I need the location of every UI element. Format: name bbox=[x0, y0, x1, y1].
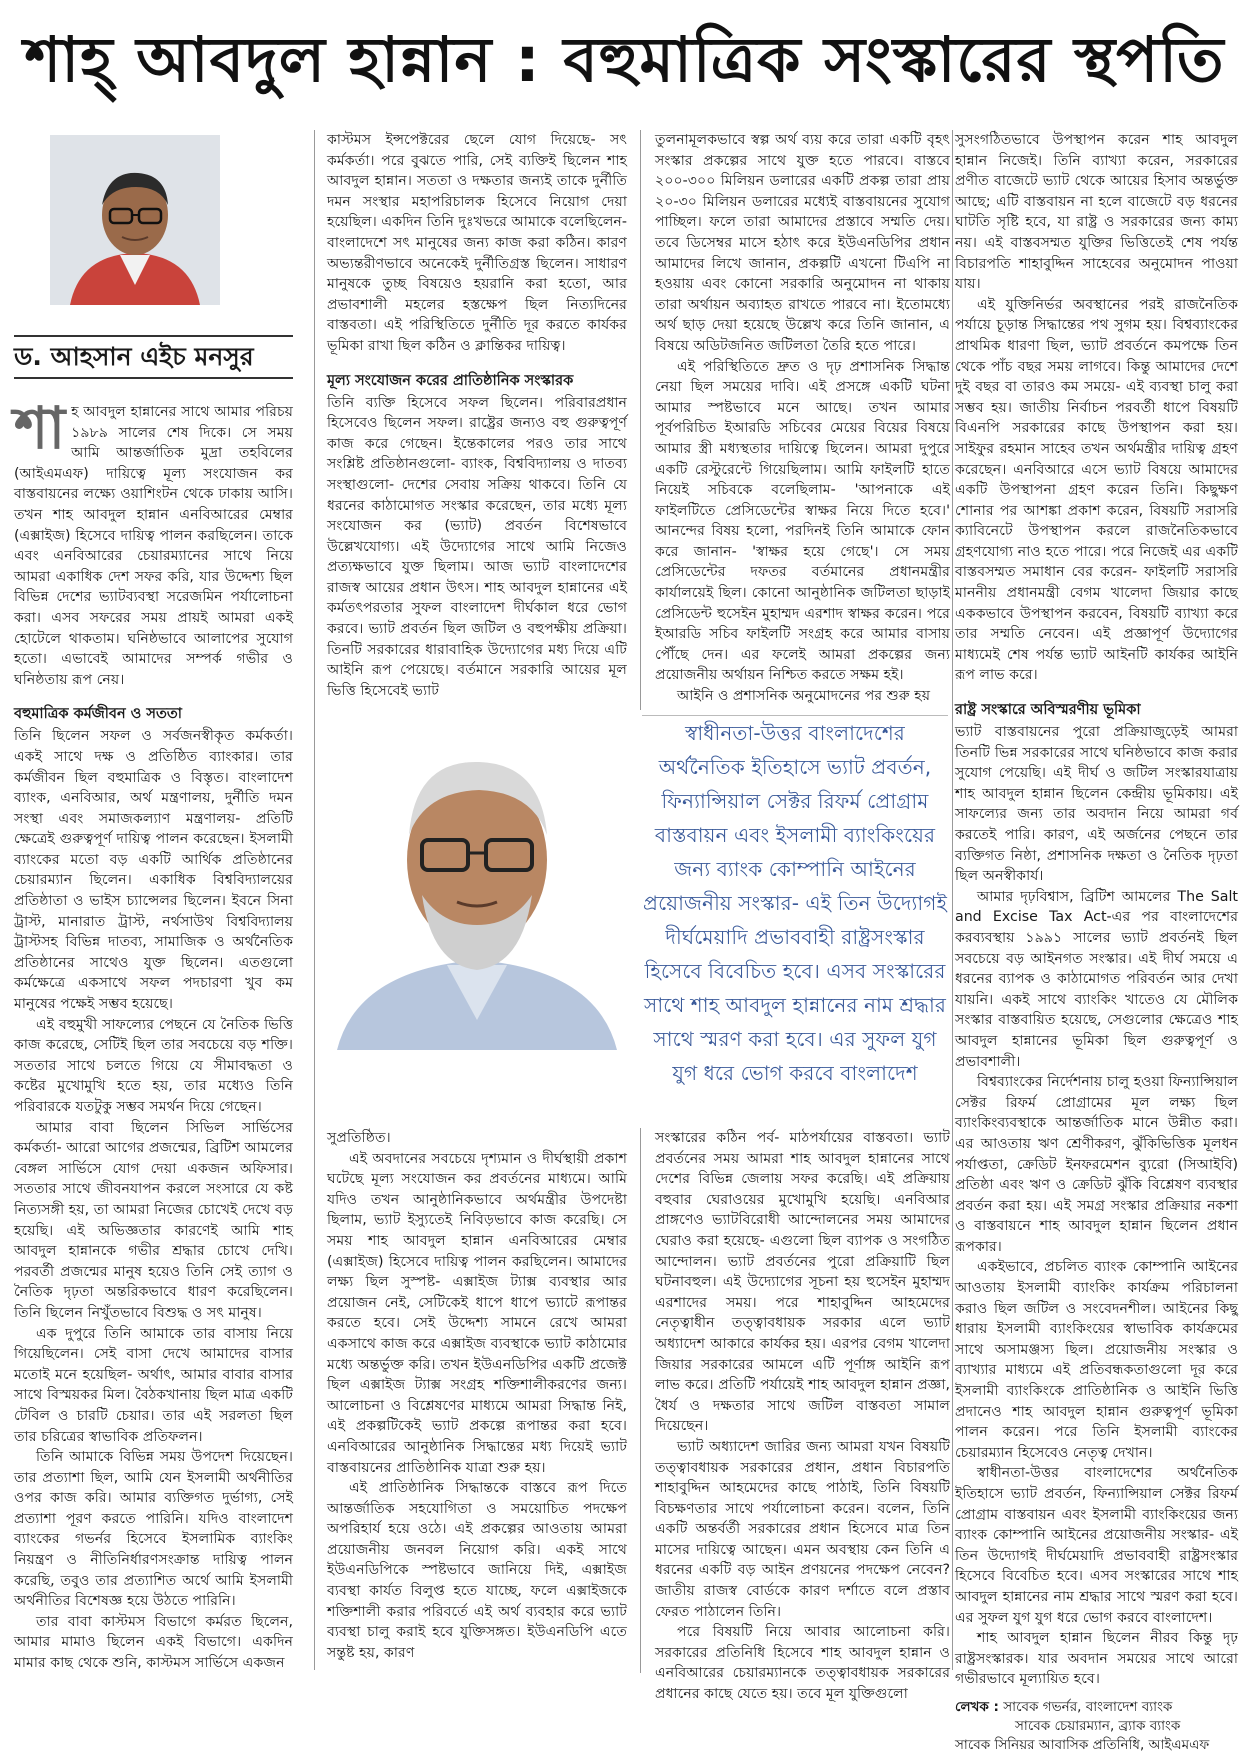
paragraph: কাস্টমস ইন্সপেক্টরের ছেলে যোগ দিয়েছে- সৎ কর্মকর্তা। পরে বুঝতে পারি, সেই ব্যক্তিই ছিলেন শাহ আবদুল হান্নান। সততা ও দক্ষতার জন্যই তাকে দুর্নীতি দমন সংস্থার মহাপরিচালক হিসেবে নিয়োগ দেয়া হয়েছিল। একদিন তিনি দুঃখভরে আমাকে বলেছিলেন- বাংলাদেশে সৎ মানুষের জন্য কাজ করা কঠিন। কারণ অভ্যন্তরীণভাবে অনেকেই দুর্নীতিগ্রস্ত ছিলেন। সাধারণ মানুষকে তুচ্ছ বিষয়েও হয়রানি করা হতো, আর প্রভাবশালী মহলের হস্তক্ষেপ ছিল নিত্যদিনের বাস্তবতা। এই পরিস্থিতিতে দুর্নীতি দূর করতে কার্যকর ভূমিকা রাখা ছিল কঠিন ও ক্লান্তিকর দায়িত্ব। bbox=[327, 132, 627, 354]
paragraph: সংস্কারের কঠিন পর্ব- মাঠপর্যায়ের বাস্তবতা। ভ্যাট প্রবর্তনের সময় আমরা শাহ আবদুল হান্নানের সাথে দেশের বিভিন্ন জেলায় সফর করেছি। এই প্রক্রিয়ায় বহুবার ঘেরাওয়ের মুখোমুখি হয়েছি। এনবিআর প্রাঙ্গণেও ভ্যাটবিরোধী আন্দোলনের সময় আমাদের ঘেরাও করা হয়েছে- এগুলো ছিল ব্যাপক ও সংগঠিত আন্দোলন। ভ্যাট প্রবর্তনের পুরো প্রক্রিয়াটি ছিল ঘটনাবহুল। এই উদ্যোগের সূচনা হয় হুসেইন মুহাম্মদ এরশাদের সময়। পরে শাহাবুদ্দিন আহমেদের নেতৃত্বাধীন তত্ত্বাবধায়ক সরকার এলে ভ্যাট অধ্যাদেশ আকারে কার্যকর হয়। এরপর বেগম খালেদা জিয়ার সরকারের আমলে এটি পূর্ণাঙ্গ আইনি রূপ লাভ করে। প্রতিটি পর্যায়েই শাহ আবদুল হান্নান প্রজ্ঞা, ধৈর্য ও দক্ষতার সাথে জটিল বাস্তবতা সামাল দিয়েছেন। bbox=[655, 1130, 950, 1435]
paragraph: তার বাবা কাস্টমস বিভাগে কর্মরত ছিলেন, আমার মামাও ছিলেন একই বিভাগে। একদিন মামার কাছ থেকে শুনি, কাস্টমস সার্ভিসে একজন bbox=[14, 1613, 293, 1672]
column-divider bbox=[952, 130, 953, 1670]
paragraph: এই পরিস্থিতিতে দ্রুত ও দৃঢ় প্রশাসনিক সিদ্ধান্ত নেয়া ছিল সময়ের দাবি। এই প্রসঙ্গে একটি ঘটনা আমার স্পষ্টভাবে মনে আছে। তখন আমার পূর্বপরিচিত ইআরডি সচিবের মেয়ের বিয়ের বিষয়ে আমার স্ত্রী মধ্যস্থতার দায়িত্বে ছিলেন। আমরা দুপুরে একটি রেস্টুরেন্টে গিয়েছিলাম। আমি ফাইলটি হাতে নিয়েই সচিবকে বলেছিলাম- 'আপনাকে এই ফাইলটিতে প্রেসিডেন্টের স্বাক্ষর নিয়ে দিতে হবে।' আনন্দের বিষয় হলো, পরদিনই তিনি আমাকে ফোন করে জানান- 'স্বাক্ষর হয়ে গেছে'। সে সময় প্রেসিডেন্টের দফতর বর্তমানের প্রধানমন্ত্রীর কার্যালয়েই ছিল। কোনো আনুষ্ঠানিক জটিলতা ছাড়াই প্রেসিডেন্ট হুসেইন মুহাম্মদ এরশাদ স্বাক্ষর করেন। পরে ইআরডি সচিব ফাইলটি সংগ্রহ করে আমার বাসায় পৌঁছে দেন। এর ফলেই আমরা প্রকল্পের জন্য প্রয়োজনীয় অর্থায়ন নিশ্চিত করতে সক্ষম হই। bbox=[655, 358, 950, 684]
paragraph: আমার দৃঢ়বিশ্বাস, ব্রিটিশ আমলের The Salt and Excise Tax Act-এর পর বাংলাদেশের করব্যবস্থায় ১৯৯১ সালের ভ্যাট প্রবর্তনই ছিল সবচেয়ে বড় আইনগত সংস্কার। এই দীর্ঘ সময়ে এ ধরনের ব্যাপক ও কাঠামোগত পরিবর্তন আর দেখা যায়নি। একই সাথে ব্যাংকিং খাতেও যে মৌলিক সংস্কার বাস্তবায়িত হয়েছে, সেগুলোর ক্ষেত্রেও শাহ আবদুল হান্নানের ভূমিকা ছিল গুরুত্বপূর্ণ ও প্রভাবশালী। bbox=[955, 888, 1238, 1070]
headline: শাহ্ আবদুল হান্নান : বহুমাত্রিক সংস্কারের স্থপতি bbox=[24, 23, 1225, 96]
paragraph: একইভাবে, প্রচলিত ব্যাংক কোম্পানি আইনের আওতায় ইসলামী ব্যাংকিং কার্যক্রম পরিচালনা করাও ছিল জটিল ও সংবেদনশীল। আইনের কিছু ধারায় ইসলামী ব্যাংকিংয়ের স্বাভাবিক কার্যক্রমের সাথে অসামঞ্জস্য ছিল। প্রয়োজনীয় সংস্কার ও ব্যাখ্যার মাধ্যমে এই প্রতিবন্ধকতাগুলো দূর করে ইসলামী ব্যাংকিংকে প্রাতিষ্ঠানিক ও আইনি ভিত্তি প্রদানেও শাহ আবদুল হান্নান গুরুত্বপূর্ণ ভূমিকা পালন করেন। পরে তিনি ইসলামী ব্যাংকের চেয়ারম্যান হিসেবেও নেতৃত্ব দেখান। bbox=[955, 1259, 1238, 1461]
author-credit-line: সাবেক সিনিয়র আবাসিক প্রতিনিধি, আইএমএফ bbox=[955, 1736, 1210, 1753]
article-column-2 bbox=[327, 130, 627, 710]
author-credit-line: সাবেক চেয়ারম্যান, ব্র্যাক ব্যাংক bbox=[1015, 1717, 1181, 1734]
paragraph: এই অবদানের সবচেয়ে দৃশ্যমান ও দীর্ঘস্থায়ী প্রকাশ ঘটেছে মূল্য সংযোজন কর প্রবর্তনের মাধ্যমে। আমি যদিও তখন আনুষ্ঠানিকভাবে অর্থমন্ত্রীর উপদেষ্টা ছিলাম, ভ্যাট ইস্যুতেই নিবিড়ভাবে কাজ করেছি। সে সময় শাহ আবদুল হান্নান এনবিআরের মেম্বার (এক্সাইজ) হিসেবে দায়িত্ব পালন করছিলেন। আমাদের লক্ষ্য ছিল সুস্পষ্ট- এক্সাইজ ট্যাক্স ব্যবস্থার আর প্রয়োজন নেই, সেটিকেই ধাপে ধাপে ভ্যাটে রূপান্তর করতে হবে। সেই উদ্দেশ্য সামনে রেখে আমরা একসাথে কাজ করে এক্সাইজ ব্যবস্থাকে ভ্যাট কাঠামোর মধ্যে অন্তর্ভুক্ত করি। তখন ইউএনডিপির একটি প্রজেক্ট ছিল এক্সাইজ ট্যাক্স সংগ্রহ শক্তিশালীকরণের জন্য। আলোচনা ও বিশ্লেষণের মাধ্যমে আমরা সিদ্ধান্ত নিই, এই প্রকল্পটিকেই ভ্যাট প্রকল্পে রূপান্তর করা হবে। এনবিআরের আনুষ্ঠানিক সিদ্ধান্তের মধ্য দিয়েই ভ্যাট বাস্তবায়নের প্রাতিষ্ঠানিক যাত্রা শুরু হয়। bbox=[327, 1150, 627, 1476]
article-column-1 bbox=[14, 394, 293, 1672]
column-divider bbox=[640, 1128, 641, 1673]
paragraph: স্বাধীনতা-উত্তর বাংলাদেশের অর্থনৈতিক ইতিহাসে ভ্যাট প্রবর্তন, ফিন্যান্সিয়াল সেক্টর রিফর্ম প্রোগ্রাম বাস্তবায়ন এবং ইসলামী ব্যাংকিংয়ের জন্য ব্যাংক কোম্পানি আইনের প্রয়োজনীয় সংস্কার- এই তিন উদ্যোগই দীর্ঘমেয়াদি প্রভাববাহী রাষ্ট্রসংস্কার হিসেবে বিবেচিত হবে। এসব সংস্কারের সাথে শাহ আবদুল হান্নানের নাম শ্রদ্ধার সাথে স্মরণ করা হবে। এর সুফল যুগ যুগ ধরে ভোগ করবে বাংলাদেশ। bbox=[955, 1465, 1238, 1626]
paragraph: আইনি ও প্রশাসনিক অনুমোদনের পর শুরু হয় bbox=[677, 688, 931, 705]
author-credit-label: লেখক : bbox=[955, 1698, 999, 1715]
paragraph: এই প্রাতিষ্ঠানিক সিদ্ধান্তকে বাস্তবে রূপ দিতে আন্তর্জাতিক সহযোগিতা ও সময়োচিত পদক্ষেপ অপরিহার্য হয়ে ওঠে। এই প্রকল্পের আওতায় আমরা প্রয়োজনীয় জনবল নিয়োগ করি। একই সাথে ইউএনডিপিকে স্পষ্টভাবে জানিয়ে দিই, এক্সাইজ ব্যবস্থা কার্যত বিলুপ্ত হতে যাচ্ছে, ফলে এক্সাইজকে শক্তিশালী করার পরিবর্তে এই অর্থ ব্যবহার করে ভ্যাট ব্যবস্থা চালু করাই হবে যুক্তিসঙ্গত। ইউএনডিপি এতে সন্তুষ্ট হয়, কারণ bbox=[327, 1480, 627, 1661]
intro-paragraph bbox=[14, 394, 293, 690]
author-credit-line: সাবেক গভর্নর, বাংলাদেশ ব্যাংক bbox=[1003, 1698, 1173, 1715]
paragraph: তিনি আমাকে বিভিন্ন সময় উপদেশ দিয়েছেন। তার প্রত্যাশা ছিল, আমি যেন ইসলামী অর্থনীতির ওপর কাজ করি। আমার ব্যক্তিগত দুর্ভাগ্য, সেই প্রত্যাশা পূরণ করতে পারিনি। যদিও বাংলাদেশ ব্যাংকের গভর্নর হিসেবে ইসলামিক ব্যাংকিং নিয়ন্ত্রণ ও নীতিনির্ধারণসংক্রান্ত দায়িত্ব পালন করেছি, তবুও তার প্রত্যাশিত অর্থে আমি ইসলামী অর্থনীতির বিশেষজ্ঞ হয়ে উঠতে পারিনি। bbox=[14, 1449, 293, 1610]
section-heading: মূল্য সংযোজন করের প্রাতিষ্ঠানিক সংস্কারক bbox=[327, 372, 574, 389]
paragraph: এই যুক্তিনির্ভর অবস্থানের পরই রাজনৈতিক পর্যায়ে চূড়ান্ত সিদ্ধান্তের পথ সুগম হয়। বিশ্বব্যাংকের প্রাথমিক ধারণা ছিল, ভ্যাট প্রবর্তনে কমপক্ষে তিন থেকে পাঁচ বছর সময় লাগবে। কিন্তু আমাদের দেশে দুই বছর বা তারও কম সময়ে- এই ব্যবস্থা চালু করা সম্ভব হয়। জাতীয় নির্বাচন পরবর্তী ধাপে বিষয়টি বিএনপি সরকারের কাছে উপস্থাপন করা হয়। সাইফুর রহমান সাহেব তখন অর্থমন্ত্রীর দায়িত্ব গ্রহণ করেছেন। এনবিআরে এসে ভ্যাট বিষয়ে আমাদের একটি উপস্থাপনা গ্রহণ করেন তিনি। কিছুক্ষণ শোনার পর আশঙ্কা প্রকাশ করেন, বিষয়টি সরাসরি ক্যাবিনেটে উপস্থাপন করলে রাজনৈতিকভাবে গ্রহণযোগ্য নাও হতে পারে। পরে নিজেই এর একটি বাস্তবসম্মত সমাধান বের করেন- ফাইলটি সরাসরি মাননীয় প্রধানমন্ত্রী বেগম খালেদা জিয়ার কাছে এককভাবে উপস্থাপন করবেন, বিষয়টি ব্যাখ্যা করে তার সম্মতি নেবেন। এই প্রজ্ঞাপূর্ণ উদ্যোগের মাধ্যমেই শেষ পর্যন্ত ভ্যাট আইনটি কার্যকর আইনি রূপ লাভ করে। bbox=[955, 296, 1238, 684]
drop-cap: শা bbox=[14, 394, 66, 462]
paragraph: পরে বিষয়টি নিয়ে আবার আলোচনা করি। সরকারের প্রতিনিধি হিসেবে শাহ আবদুল হান্নান ও এনবিআরের চেয়ারম্যানকে তত্ত্বাবধায়ক সরকারের প্রধানের কাছে যেতে হয়। তবে মূল যুক্তিগুলো bbox=[655, 1624, 950, 1703]
paragraph: তুলনামূলকভাবে স্বল্প অর্থ ব্যয় করে তারা একটি বৃহৎ সংস্কার প্রকল্পের সাথে যুক্ত হতে পারবে। বাস্তবে ২০০-৩০০ মিলিয়ন ডলারের একটি প্রকল্প তারা প্রায় ২০-৩০ মিলিয়ন ডলারের মধ্যেই বাস্তবায়নের সুযোগ পাচ্ছিল। ফলে তারা আমাদের প্রস্তাবে সম্মতি দেয়। তবে ডিসেম্বর মাসে হঠাৎ করে ইউএনডিপির প্রধান আমাদের লিখে জানান, প্রকল্পটি এখনো টিএপি না হওয়ায় এবং কোনো সরকারি অনুমোদন না থাকায় তারা অর্থায়ন অব্যাহত রাখতে পারবে না। ইতোমধ্যে অর্থ ছাড় দেয়া হয়েছে উল্লেখ করে তিনি জানান, এ বিষয়ে অডিটজনিত জটিলতা তৈরি হতে পারে। bbox=[655, 132, 950, 354]
intro-text: হ আবদুল হান্নানের সাথে আমার পরিচয় ১৯৮৯ সালের শেষ দিকে। সে সময় আমি আন্তর্জাতিক মুদ্রা তহবিলের (আইএমএফ) দায়িত্বে মূল্য সংযোজন কর বাস্তবায়নের লক্ষ্যে ওয়াশিংটন থেকে ঢাকায় আসি। তখন শাহ আবদুল হান্নান এনবিআরের মেম্বার (এক্সাইজ) হিসেবে দায়িত্ব পালন করছিলেন। তাকে এবং এনবিআরের চেয়ারম্যানের সাথে নিয়ে আমরা একাধিক দেশ সফর করি, যার উদ্দেশ্য ছিল বিভিন্ন দেশের ভ্যাটব্যবস্থা সরেজমিন পর্যালোচনা করা। এসব সফরের সময় প্রায়ই আমরা একই হোটেলে থাকতাম। ঘনিষ্ঠভাবে আলাপের সুযোগ হতো। এভাবেই আমাদের সম্পর্ক গভীর ও ঘনিষ্ঠতায় রূপ নেয়। bbox=[14, 404, 293, 688]
paragraph: এক দুপুরে তিনি আমাকে তার বাসায় নিয়ে গিয়েছিলেন। সেই বাসা দেখে আমাদের বাসার মতোই মনে হয়েছিল- অর্থাৎ, আমার বাবার বাসার সাথে বিস্ময়কর মিল। বৈঠকখানায় ছিল মাত্র একটি টেবিল ও চারটি চেয়ার। তার এই সরলতা ছিল তার চরিত্রের স্বাভাবিক প্রতিফলন। bbox=[14, 1325, 293, 1445]
byline: ড. আহসান এইচ মনসুর bbox=[14, 335, 293, 379]
section-heading: বহুমাত্রিক কর্মজীবন ও সততা bbox=[14, 706, 182, 723]
paragraph: ভ্যাট বাস্তবায়নের পুরো প্রক্রিয়াজুড়েই আমরা তিনটি ভিন্ন সরকারের সাথে ঘনিষ্ঠভাবে কাজ করার সুযোগ পেয়েছি। এই দীর্ঘ ও জটিল সংস্কারযাত্রায় শাহ আবদুল হান্নান ছিলেন কেন্দ্রীয় ভূমিকায়। এই সাফল্যের জন্য তার অবদান নিয়ে আমরা গর্ব করতেই পারি। কারণ, এই অর্জনের পেছনে তার ব্যক্তিগত নিষ্ঠা, প্রশাসনিক দক্ষতা ও নৈতিক দৃঢ়তা ছিল অনস্বীকার্য। bbox=[955, 724, 1238, 885]
article-column-2-continued bbox=[327, 1128, 627, 1673]
pull-quote: স্বাধীনতা-উত্তর বাংলাদেশের অর্থনৈতিক ইতিহাসে ভ্যাট প্রবর্তন, ফিন্যান্সিয়াল সেক্টর রিফর্ম প্রোগ্রাম বাস্তবায়ন এবং ইসলামী ব্যাংকিংয়ের জন্য ব্যাংক কোম্পানি আইনের প্রয়োজনীয় সংস্কার- এই তিন উদ্যোগই দীর্ঘমেয়াদি প্রভাববাহী রাষ্ট্রসংস্কার হিসেবে বিবেচিত হবে। এসব সংস্কারের সাথে শাহ আবদুল হান্নানের নাম শ্রদ্ধার সাথে স্মরণ করা হবে। এর সুফল যুগ যুগ ধরে ভোগ করবে বাংলাদেশ bbox=[642, 715, 948, 1096]
paragraph: সুপ্রতিষ্ঠিত। bbox=[327, 1130, 391, 1146]
author-portrait bbox=[50, 135, 220, 305]
article-column-4 bbox=[955, 130, 1238, 1753]
column-divider bbox=[314, 130, 315, 1670]
column-divider bbox=[640, 130, 641, 710]
paragraph: ভ্যাট অধ্যাদেশ জারির জন্য আমরা যখন বিষয়টি তত্ত্বাবধায়ক সরকারের প্রধান, প্রধান বিচারপতি শাহাবুদ্দিন আহমেদের কাছে পাঠাই, তিনি বিষয়টি বিচক্ষণতার সাথে পর্যালোচনা করেন। বলেন, তিনি একটি অন্তর্বর্তী সরকারের প্রধান হিসেবে মাত্র তিন মাসের দায়িত্বে আছেন। এমন অবস্থায় কেন তিনি এ ধরনের একটি বড় আইন প্রণয়নের পদক্ষেপ নেবেন? জাতীয় রাজস্ব বোর্ডকে কারণ দর্শাতে বলে প্রস্তাব ফেরত পাঠালেন তিনি। bbox=[655, 1438, 950, 1620]
paragraph: তিনি ব্যক্তি হিসেবে সফল ছিলেন। পরিবারপ্রধান হিসেবেও ছিলেন সফল। রাষ্ট্রের জন্যও বহু গুরুত্বপূর্ণ কাজ করে গেছেন। ইন্তেকালের পরও তার সাথে সংশ্লিষ্ট প্রতিষ্ঠানগুলো- ব্যাংক, বিশ্ববিদ্যালয় ও দাতব্য সংস্থাগুলো- দেশের সেবায় সক্রিয় থাকবে। তিনি যে ধরনের কাঠামোগত সংস্কার করেছেন, তার মধ্যে মূল্য সংযোজন কর (ভ্যাট) প্রবর্তন বিশেষভাবে উল্লেখযোগ্য। এই উদ্যোগের সাথে আমি নিজেও প্রত্যক্ষভাবে যুক্ত ছিলাম। আজ ভ্যাট বাংলাদেশের রাজস্ব আয়ের প্রধান উৎস। শাহ আবদুল হান্নানের এই কর্মতৎপরতার সুফল বাংলাদেশ দীর্ঘকাল ধরে ভোগ করবে। ভ্যাট প্রবর্তন ছিল জটিল ও বহুপক্ষীয় প্রক্রিয়া। তিনটি সরকারের ধারাবাহিক উদ্যোগের মধ্য দিয়ে এটি আইনি রূপ পেয়েছে। বর্তমানে সরকারি আয়ের মূল ভিত্তি হিসেবেই ভ্যাট bbox=[327, 394, 627, 699]
paragraph: সুসংগঠিতভাবে উপস্থাপন করেন শাহ আবদুল হান্নান নিজেই। তিনি ব্যাখ্যা করেন, সরকারের প্রণীত বাজেটে ভ্যাট থেকে আয়ের হিসাব অন্তর্ভুক্ত আছে; এটি বাস্তবায়ন না হলে বাজেটে বড় ধরনের ঘাটতি সৃষ্টি হবে, যা রাষ্ট্র ও সরকারের জন্য কাম্য নয়। এই বাস্তবসম্মত যুক্তির ভিত্তিতেই শেষ পর্যন্ত বিচারপতি শাহাবুদ্দিন সাহেবের অনুমোদন পাওয়া যায়। bbox=[955, 132, 1238, 293]
paragraph: শাহ আবদুল হান্নান ছিলেন নীরব কিন্তু দৃঢ় রাষ্ট্রসংস্কারক। যার অবদান সময়ের সাথে আরো গভীরভাবে মূল্যায়িত হবে। bbox=[955, 1630, 1238, 1688]
article-column-3 bbox=[655, 130, 950, 712]
section-heading: রাষ্ট্র সংস্কারে অবিস্মরণীয় ভূমিকা bbox=[955, 702, 1141, 719]
paragraph: এই বহুমুখী সাফল্যের পেছনে যে নৈতিক ভিত্তি কাজ করেছে, সেটিই ছিল তার সবচেয়ে বড় শক্তি। সততার সাথে চলতে গিয়ে যে সীমাবদ্ধতা ও কষ্টের মুখোমুখি হতে হয়, তার মধ্যেও তিনি পরিবারকে যতটুকু সম্ভব সমর্থন দিয়ে গেছেন। bbox=[14, 1016, 293, 1115]
article-column-3-continued bbox=[655, 1128, 950, 1703]
paragraph: তিনি ছিলেন সফল ও সর্বজনস্বীকৃত কর্মকর্তা। একই সাথে দক্ষ ও প্রতিষ্ঠিত ব্যাংকার। তার কর্মজীবন ছিল বহুমাত্রিক ও বিস্তৃত। বাংলাদেশ ব্যাংক, এনবিআর, অর্থ মন্ত্রণালয়, দুর্নীতি দমন সংস্থা এবং সমাজকল্যাণ মন্ত্রণালয়- প্রতিটি ক্ষেত্রেই গুরুত্বপূর্ণ দায়িত্ব পালন করেছেন। ইসলামী ব্যাংকের মতো বড় একটি আর্থিক প্রতিষ্ঠানের চেয়ারম্যান ছিলেন। একাধিক বিশ্ববিদ্যালয়ের প্রতিষ্ঠাতা ও ভাইস চ্যান্সেলর ছিলেন। ইবনে সিনা ট্রাস্ট, মানারাত ট্রাস্ট, নর্থসাউথ বিশ্ববিদ্যালয় ট্রাস্টসহ বিভিন্ন দাতব্য, সামাজিক ও অর্থনৈতিক প্রতিষ্ঠানের সাথেও যুক্ত ছিলেন। এতগুলো কর্মক্ষেত্রে একসাথে সফল পদচারণা খুব কম মানুষের পক্ষেই সম্ভব হয়েছে। bbox=[14, 728, 293, 1013]
author-credit bbox=[955, 1698, 1238, 1755]
paragraph: আমার বাবা ছিলেন সিভিল সার্ভিসের কর্মকর্তা- আরো আগের প্রজন্মের, ব্রিটিশ আমলের বেঙ্গল সার্ভিসে যোগ দেয়া একজন অফিসার। সততার সাথে জীবনযাপন করলে সংসারে যে কষ্ট নিত্যসঙ্গী হয়, তা আমরা নিজের চোখেই দেখে বড় হয়েছি। এই অভিজ্ঞতার কারণেই আমি শাহ আবদুল হান্নানকে গভীর শ্রদ্ধার চোখে দেখি। পরবর্তী প্রজন্মের মানুষ হয়েও তিনি সেই ত্যাগ ও নৈতিক দৃঢ়তা অন্তরিকভাবে ধারণ করেছিলেন। তিনি ছিলেন নিখুঁতভাবে বিশুদ্ধ ও সৎ মানুষ। bbox=[14, 1119, 293, 1321]
author-photo bbox=[327, 720, 627, 1050]
paragraph: বিশ্বব্যাংকের নির্দেশনায় চালু হওয়া ফিন্যান্সিয়াল সেক্টর রিফর্ম প্রোগ্রামের মূল লক্ষ্য ছিল ব্যাংকিংব্যবস্থাকে আন্তর্জাতিক মানে উন্নীত করা। এর আওতায় ঋণ শ্রেণীকরণ, ঝুঁকিভিত্তিক মূলধন পর্যাপ্ততা, ক্রেডিট ইনফরমেশন ব্যুরো (সিআইবি) প্রতিষ্ঠা এবং ঋণ ও ক্রেডিট ঝুঁকি বিশ্লেষণ ব্যবস্থার প্রবর্তন করা হয়। এই সমগ্র সংস্কার প্রক্রিয়ার নকশা ও বাস্তবায়নে শাহ আবদুল হান্নান ছিলেন প্রধান রূপকার। bbox=[955, 1074, 1238, 1255]
